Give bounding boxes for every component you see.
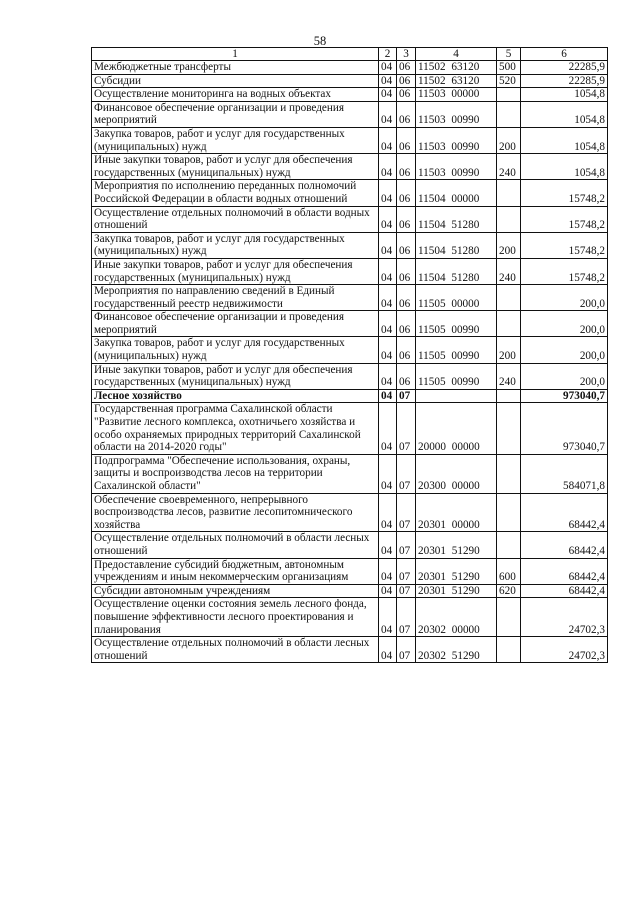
amount-cell: 15748,2 [521, 258, 608, 284]
section-code-cell: 04 [379, 337, 397, 363]
target-article-cell: 11502 63120 [416, 74, 497, 88]
item-name-cell: Осуществление оценки состояния земель лесного фонда, повышение эффективности лесного проектирования и планирования [92, 598, 379, 637]
table-row [92, 154, 608, 180]
page-number: 58 [313, 34, 327, 48]
amount-cell: 68442,4 [521, 493, 608, 532]
table-row [92, 403, 608, 454]
amount-cell: 584071,8 [521, 454, 608, 493]
amount-cell: 22285,9 [521, 61, 608, 75]
item-name-cell: Мероприятия по направлению сведений в Единый государственный реестр недвижимости [92, 285, 379, 311]
expense-type-cell [497, 180, 521, 206]
amount-cell: 68442,4 [521, 532, 608, 558]
subsection-code-cell: 06 [397, 74, 416, 88]
item-name-cell: Иные закупки товаров, работ и услуг для обеспечения государственных (муниципальных) нужд [92, 363, 379, 389]
expense-type-cell [497, 532, 521, 558]
item-name-cell: Государственная программа Сахалинской области "Развитие лесного комплекса, охотничьего хозяйства и особо охраняемых природных территорий Сахалинской области на 2014-2020 годы" [92, 403, 379, 454]
section-code-cell: 04 [379, 258, 397, 284]
amount-cell: 200,0 [521, 285, 608, 311]
table-row [92, 363, 608, 389]
expense-type-cell [497, 598, 521, 637]
expense-type-cell: 240 [497, 363, 521, 389]
expense-type-cell: 620 [497, 584, 521, 598]
table-row [92, 88, 608, 102]
header-cell: 4 [416, 48, 497, 61]
target-article-cell: 11504 00000 [416, 180, 497, 206]
section-code-cell: 04 [379, 363, 397, 389]
header-cell: 1 [92, 48, 379, 61]
header-cell: 6 [521, 48, 608, 61]
subsection-code-cell: 07 [397, 454, 416, 493]
expense-type-cell: 600 [497, 558, 521, 584]
table-row [92, 637, 608, 663]
target-article-cell: 11504 51280 [416, 206, 497, 232]
header-row [92, 48, 608, 61]
section-code-cell: 04 [379, 389, 397, 403]
expense-type-cell: 520 [497, 74, 521, 88]
amount-cell: 1054,8 [521, 101, 608, 127]
table-row [92, 180, 608, 206]
expense-type-cell: 500 [497, 61, 521, 75]
item-name-cell: Финансовое обеспечение организации и проведения мероприятий [92, 101, 379, 127]
target-article-cell: 11504 51280 [416, 258, 497, 284]
amount-cell: 200,0 [521, 363, 608, 389]
amount-cell: 200,0 [521, 337, 608, 363]
section-code-cell: 04 [379, 154, 397, 180]
item-name-cell: Субсидии автономным учреждениям [92, 584, 379, 598]
subsection-code-cell: 06 [397, 258, 416, 284]
header-cell: 3 [397, 48, 416, 61]
table-row [92, 532, 608, 558]
section-code-cell: 04 [379, 232, 397, 258]
amount-cell: 15748,2 [521, 232, 608, 258]
section-code-cell: 04 [379, 598, 397, 637]
table-row [92, 206, 608, 232]
section-code-cell: 04 [379, 127, 397, 153]
amount-cell: 973040,7 [521, 389, 608, 403]
expense-type-cell [497, 454, 521, 493]
subsection-code-cell: 06 [397, 180, 416, 206]
amount-cell: 15748,2 [521, 180, 608, 206]
table-row [92, 337, 608, 363]
header-cell: 2 [379, 48, 397, 61]
header-cell: 5 [497, 48, 521, 61]
section-code-cell: 04 [379, 532, 397, 558]
subsection-code-cell: 06 [397, 206, 416, 232]
amount-cell: 68442,4 [521, 558, 608, 584]
target-article-cell: 11505 00990 [416, 337, 497, 363]
table-row [92, 127, 608, 153]
section-code-cell: 04 [379, 206, 397, 232]
amount-cell: 15748,2 [521, 206, 608, 232]
item-name-cell: Осуществление отдельных полномочий в области лесных отношений [92, 637, 379, 663]
item-name-cell: Подпрограмма "Обеспечение использования, охраны, защиты и воспроизводства лесов на территории Сахалинской области" [92, 454, 379, 493]
amount-cell: 24702,3 [521, 598, 608, 637]
item-name-cell: Мероприятия по исполнению переданных полномочий Российской Федерации в области водных отношений [92, 180, 379, 206]
expense-type-cell [497, 403, 521, 454]
section-code-cell: 04 [379, 61, 397, 75]
table-row [92, 74, 608, 88]
table-row [92, 232, 608, 258]
expense-type-cell: 200 [497, 127, 521, 153]
expense-type-cell [497, 101, 521, 127]
table-row [92, 101, 608, 127]
item-name-cell: Закупка товаров, работ и услуг для государственных (муниципальных) нужд [92, 127, 379, 153]
expense-type-cell [497, 493, 521, 532]
amount-cell: 24702,3 [521, 637, 608, 663]
target-article-cell: 11503 00990 [416, 101, 497, 127]
expense-type-cell [497, 389, 521, 403]
expense-type-cell [497, 206, 521, 232]
item-name-cell: Закупка товаров, работ и услуг для государственных (муниципальных) нужд [92, 232, 379, 258]
subsection-code-cell: 06 [397, 311, 416, 337]
table-row [92, 61, 608, 75]
section-code-cell: 04 [379, 311, 397, 337]
expense-type-cell [497, 637, 521, 663]
table-row [92, 584, 608, 598]
section-code-cell: 04 [379, 180, 397, 206]
section-code-cell: 04 [379, 403, 397, 454]
section-code-cell: 04 [379, 74, 397, 88]
table-row [92, 389, 608, 403]
item-name-cell: Осуществление отдельных полномочий в области лесных отношений [92, 532, 379, 558]
item-name-cell: Осуществление отдельных полномочий в области водных отношений [92, 206, 379, 232]
target-article-cell: 11505 00000 [416, 285, 497, 311]
table-row [92, 598, 608, 637]
subsection-code-cell: 07 [397, 598, 416, 637]
item-name-cell: Предоставление субсидий бюджетным, автономным учреждениям и иным некоммерческим организациям [92, 558, 379, 584]
section-code-cell: 04 [379, 558, 397, 584]
subsection-code-cell: 06 [397, 154, 416, 180]
target-article-cell [416, 389, 497, 403]
expense-type-cell [497, 285, 521, 311]
table-row [92, 311, 608, 337]
subsection-code-cell: 07 [397, 389, 416, 403]
table-row [92, 493, 608, 532]
amount-cell: 1054,8 [521, 154, 608, 180]
section-code-cell: 04 [379, 285, 397, 311]
section-code-cell: 04 [379, 88, 397, 102]
target-article-cell: 20302 00000 [416, 598, 497, 637]
expense-type-cell: 200 [497, 337, 521, 363]
subsection-code-cell: 07 [397, 584, 416, 598]
target-article-cell: 11503 00990 [416, 127, 497, 153]
subsection-code-cell: 06 [397, 363, 416, 389]
item-name-cell: Осуществление мониторинга на водных объектах [92, 88, 379, 102]
target-article-cell: 20301 51290 [416, 558, 497, 584]
expense-type-cell: 240 [497, 258, 521, 284]
subsection-code-cell: 06 [397, 232, 416, 258]
target-article-cell: 20302 51290 [416, 637, 497, 663]
expense-type-cell [497, 88, 521, 102]
target-article-cell: 11504 51280 [416, 232, 497, 258]
item-name-cell: Закупка товаров, работ и услуг для государственных (муниципальных) нужд [92, 337, 379, 363]
target-article-cell: 11505 00990 [416, 311, 497, 337]
amount-cell: 1054,8 [521, 127, 608, 153]
target-article-cell: 20301 51290 [416, 584, 497, 598]
amount-cell: 1054,8 [521, 88, 608, 102]
subsection-code-cell: 06 [397, 285, 416, 311]
subsection-code-cell: 07 [397, 558, 416, 584]
section-code-cell: 04 [379, 454, 397, 493]
section-code-cell: 04 [379, 637, 397, 663]
budget-table [91, 47, 608, 663]
subsection-code-cell: 06 [397, 337, 416, 363]
target-article-cell: 20300 00000 [416, 454, 497, 493]
target-article-cell: 11503 00000 [416, 88, 497, 102]
subsection-code-cell: 06 [397, 127, 416, 153]
target-article-cell: 20301 51290 [416, 532, 497, 558]
table-row [92, 258, 608, 284]
table-row [92, 558, 608, 584]
section-code-cell: 04 [379, 101, 397, 127]
subsection-code-cell: 07 [397, 403, 416, 454]
item-name-cell: Межбюджетные трансферты [92, 61, 379, 75]
table-row [92, 454, 608, 493]
item-name-cell: Лесное хозяйство [92, 389, 379, 403]
section-code-cell: 04 [379, 584, 397, 598]
item-name-cell: Субсидии [92, 74, 379, 88]
expense-type-cell [497, 311, 521, 337]
item-name-cell: Иные закупки товаров, работ и услуг для обеспечения государственных (муниципальных) нужд [92, 258, 379, 284]
subsection-code-cell: 07 [397, 493, 416, 532]
subsection-code-cell: 07 [397, 637, 416, 663]
amount-cell: 200,0 [521, 311, 608, 337]
expense-type-cell: 200 [497, 232, 521, 258]
subsection-code-cell: 06 [397, 101, 416, 127]
target-article-cell: 11502 63120 [416, 61, 497, 75]
item-name-cell: Обеспечение своевременного, непрерывного воспроизводства лесов, развитие лесопитомнического хозяйства [92, 493, 379, 532]
target-article-cell: 11505 00990 [416, 363, 497, 389]
section-code-cell: 04 [379, 493, 397, 532]
amount-cell: 22285,9 [521, 74, 608, 88]
target-article-cell: 20301 00000 [416, 493, 497, 532]
amount-cell: 68442,4 [521, 584, 608, 598]
amount-cell: 973040,7 [521, 403, 608, 454]
item-name-cell: Иные закупки товаров, работ и услуг для обеспечения государственных (муниципальных) нужд [92, 154, 379, 180]
expense-type-cell: 240 [497, 154, 521, 180]
target-article-cell: 20000 00000 [416, 403, 497, 454]
subsection-code-cell: 06 [397, 61, 416, 75]
target-article-cell: 11503 00990 [416, 154, 497, 180]
item-name-cell: Финансовое обеспечение организации и проведения мероприятий [92, 311, 379, 337]
subsection-code-cell: 07 [397, 532, 416, 558]
table-row [92, 285, 608, 311]
subsection-code-cell: 06 [397, 88, 416, 102]
